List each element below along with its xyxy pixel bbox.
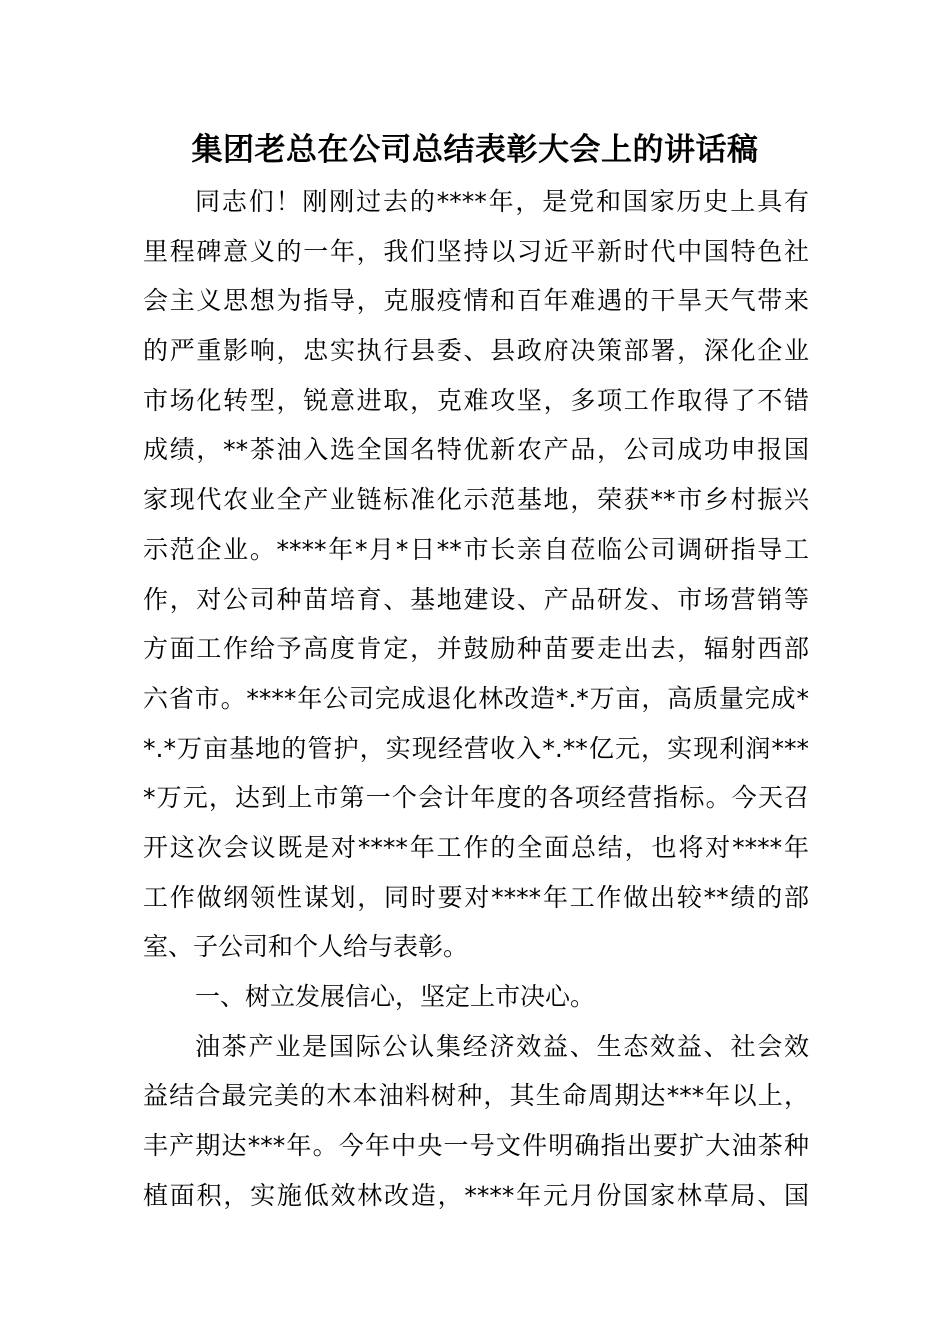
body-line: 作，对公司种苗培育、基地建设、产品研发、市场营销等 [143,584,809,614]
document-title: 集团老总在公司总结表彰大会上的讲话稿 [191,132,759,168]
body-line: *.*万亩基地的管护，实现经营收入*.**亿元，实现利润*** [143,733,809,763]
body-line: 示范企业。****年*月*日**市长亲自莅临公司调研指导工 [143,534,809,564]
body-line: 丰产期达***年。今年中央一号文件明确指出要扩大油茶种 [143,1131,809,1161]
body-line: 室、子公司和个人给与表彰。 [143,932,469,962]
body-line: 油茶产业是国际公认集经济效益、生态效益、社会效 [195,1031,809,1061]
body-line: 六省市。****年公司完成退化林改造*.*万亩，高质量完成* [143,683,809,713]
body-line: 会主义思想为指导，克服疫情和百年难遇的干旱天气带来 [143,286,809,316]
body-line: 益结合最完美的木本油料树种，其生命周期达***年以上， [143,1081,809,1111]
body-line: 家现代农业全产业链标准化示范基地，荣获**市乡村振兴 [143,485,809,515]
body-line: 方面工作给予高度肯定，并鼓励种苗要走出去，辐射西部 [143,634,809,664]
body-line: 一、树立发展信心，坚定上市决心。 [195,982,596,1011]
body-line: *万元，达到上市第一个会计年度的各项经营指标。今天召 [143,783,809,813]
body-line: 的严重影响，忠实执行县委、县政府决策部署，深化企业 [143,336,809,366]
body-line: 工作做纲领性谋划，同时要对****年工作做出较**绩的部 [143,882,809,912]
body-line: 植面积，实施低效林改造，****年元月份国家林草局、国 [143,1180,809,1210]
document-body [143,177,809,1220]
body-line: 里程碑意义的一年，我们坚持以习近平新时代中国特色社 [143,236,809,266]
body-line: 成绩，**茶油入选全国名特优新农产品，公司成功申报国 [143,435,809,465]
body-line: 市场化转型，锐意进取，克难攻坚，多项工作取得了不错 [143,385,809,415]
body-line: 同志们！刚刚过去的****年，是党和国家历史上具有 [195,187,809,216]
body-line: 开这次会议既是对****年工作的全面总结，也将对****年 [143,832,809,862]
